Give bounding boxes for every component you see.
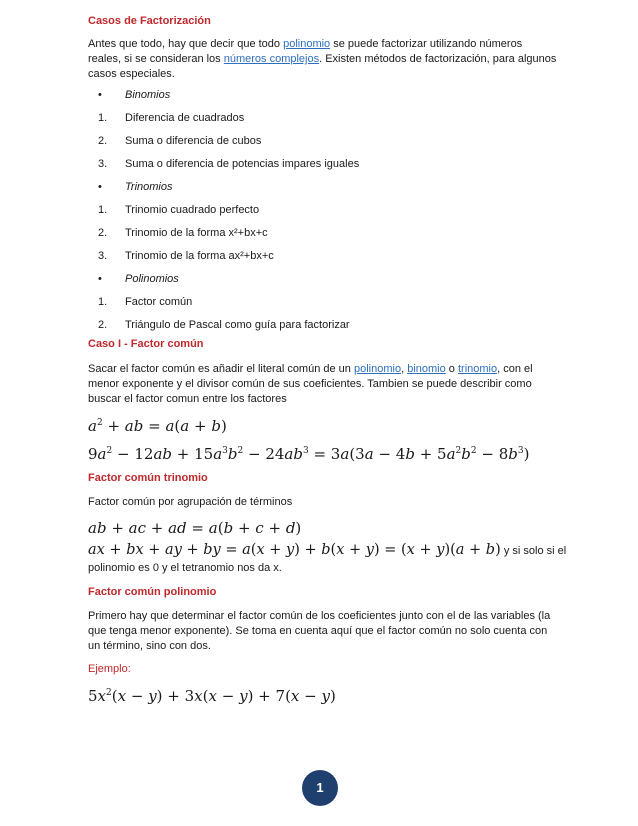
- formula-common-factor-1: $a^2$ + ab = a(a + b): [88, 417, 227, 435]
- cases-list: [88, 88, 558, 335]
- formula-condition: y si solo si el: [503, 545, 567, 557]
- trinomio-text: Factor común por agrupación de términos: [88, 496, 293, 508]
- document-title: Casos de Factorización: [88, 15, 211, 27]
- formula-grouping-2: ax + bx + ay + by = a(x + y) + b(x + y) = (x + y)(a + b): [88, 542, 501, 558]
- formula-grouping-1: ab + ac + ad = a(b + c + d): [88, 519, 302, 537]
- caso1-paragraph: Sacar el factor común es añadir el literal común de un polinomio, binomio o trinomio, con el menor exponente y el divisor común de sus coeficientes. Tambien se puede describir como buscar el factor comun entre los factores: [88, 363, 533, 405]
- list-item: 3. Suma o diferencia de potencias impares iguales: [98, 158, 360, 170]
- trinomio-condition-continued: polinomio es 0 y el tetranomio nos da x.: [88, 562, 282, 574]
- list-item: 1. Trinomio cuadrado perfecto: [98, 204, 260, 216]
- list-item: 2. Suma o diferencia de cubos: [98, 135, 262, 147]
- list-item: • Polinomios: [98, 273, 179, 285]
- numeros-complejos-link[interactable]: números complejos: [223, 53, 320, 65]
- polinomio-text: Primero hay que determinar el factor común de los coeficientes junto con el de las variables (la que tenga menor exponente). Se toma en cuenta aquí que el factor común no solo cuenta con un término, sino con dos.: [88, 610, 551, 652]
- binomio-link[interactable]: binomio: [407, 363, 446, 375]
- list-item: • Trinomios: [98, 181, 173, 193]
- list-item: 1. Diferencia de cuadrados: [98, 112, 245, 124]
- list-item: 2. Trinomio de la forma x²+bx+c: [98, 227, 268, 239]
- intro-paragraph: Antes que todo, hay que decir que todo polinomio se puede factorizar utilizando números reales, si se consideran los números complejos. Existen métodos de factorización, para algunos casos especiales.: [88, 38, 557, 80]
- list-item: 1. Factor común: [98, 296, 193, 308]
- formula-common-factor-2: $9a^2 - 12ab + 15a^3b^2 - 24ab^3 = 3a(3a - 4b + 5a^2b^2 - 8b^3)$: [88, 445, 530, 463]
- polinomio-link[interactable]: polinomio: [283, 38, 331, 50]
- trinomio-heading: Factor común trinomio: [88, 472, 208, 484]
- document-page: [88, 14, 567, 709]
- trinomio-link[interactable]: trinomio: [457, 363, 498, 375]
- polinomio-link[interactable]: polinomio: [353, 363, 402, 375]
- list-item: 2. Triángulo de Pascal como guía para factorizar: [98, 319, 350, 331]
- formula-grouping-2-line: [88, 542, 567, 559]
- list-item: • Binomios: [98, 89, 171, 101]
- formula-polinomio: $5x^2(x - y) + 3x(x - y) + 7(x - y)$: [88, 687, 336, 705]
- list-item: 3. Trinomio de la forma ax²+bx+c: [98, 250, 274, 262]
- page-number-badge: 1: [302, 770, 338, 806]
- ejemplo-label: Ejemplo:: [88, 663, 131, 675]
- caso1-heading: Caso I - Factor común: [88, 338, 204, 350]
- polinomio-heading: Factor común polinomio: [88, 586, 217, 598]
